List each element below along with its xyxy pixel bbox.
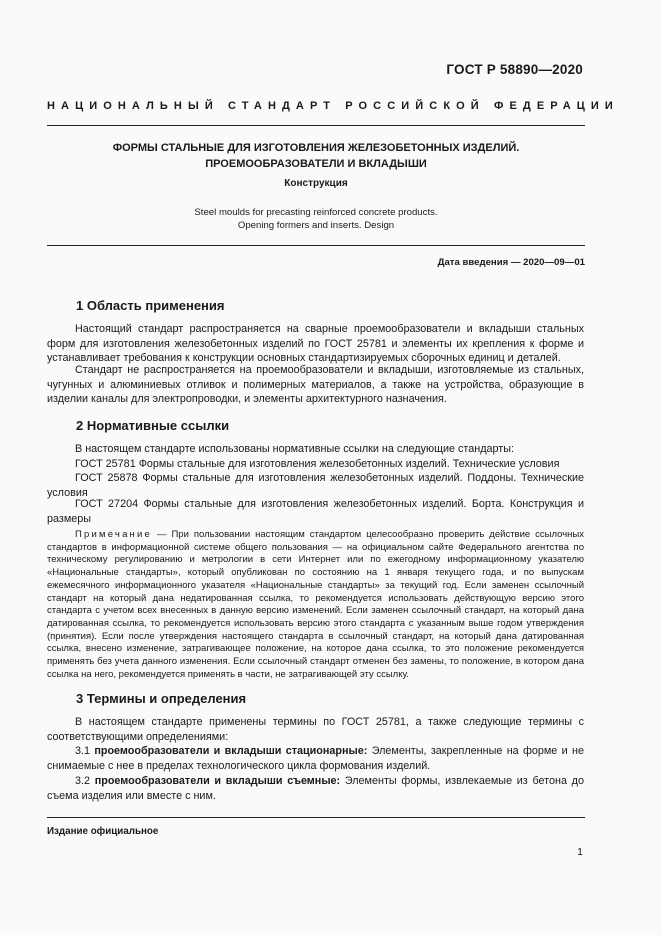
term-3-1-definition: Элементы, закрепленные на форме и не снимаемые с нее в пределах технологического цикла формования изделий. <box>47 745 584 772</box>
page-number: 1 <box>577 846 583 858</box>
section-3-heading: 3 Термины и определения <box>76 691 247 706</box>
term-3-1-term: проемообразователи и вкладыши стационарные: <box>94 745 368 757</box>
official-edition-label: Издание официальное <box>47 826 159 837</box>
introduction-date: Дата введения — 2020—09—01 <box>437 257 585 268</box>
document-title <box>47 140 585 172</box>
gost-code: ГОСТ Р 58890—2020 <box>446 62 583 77</box>
section-2-intro: В настоящем стандарте использованы нормативные ссылки на следующие стандарты: <box>75 443 514 455</box>
note-label: Примечание <box>75 529 152 540</box>
section-2-note <box>47 529 584 681</box>
english-title <box>47 207 585 232</box>
reference-gost-27204: ГОСТ 27204 Формы стальные для изготовления железобетонных изделий. Борта. Конструкция и размеры <box>47 498 584 525</box>
term-3-2-term: проемообразователи и вкладыши съемные: <box>94 775 341 787</box>
section-1-paragraph-1: Настоящий стандарт распространяется на сварные проемообразователи и вкладыши стальных форм для изготовления железобетонных изделий по ГОСТ 25781 и элементы их крепления к форме и устанавливает требования к конструкции основных стандартизируемых сборочных единиц и деталей. <box>47 323 584 365</box>
term-3-2 <box>47 774 584 803</box>
term-3-2-definition: Элементы формы, извлекаемые из бетона до съема изделия или вместе с ним. <box>47 775 584 802</box>
section-1-paragraph-2: Стандарт не распространяется на проемообразователи и вкладыши, изготовляемые из стальных, чугунных и алюминиевых отливок и полимерных материалов, а также на устройства, образующие в изделии каналы для электропроводки, и элементы архитектурного назначения. <box>47 364 584 406</box>
english-title-line-1: Steel moulds for precasting reinforced concrete products. <box>194 207 438 218</box>
divider-top <box>47 125 585 126</box>
section-2-heading: 2 Нормативные ссылки <box>76 418 230 433</box>
note-text: — При пользовании настоящим стандартом целесообразно проверить действие ссылочных стандартов в информационной системе общего пользования — на официальном сайте Федерального агентства по техническому регулированию и метрологии в сети Интернет или по ежегодному информационному указателю «Национальные стандарты», который опубликован по состоянию на 1 января текущего года, и по выпускам ежемесячного информационного указателя «Национальные стандарты» за текущий год. Если заменен ссылочный стандарт на который дана недатированная ссылка, то рекомендуется использовать действующую версию этого стандарта с учетом всех внесенных в данную версию изменений. Если заменен ссылочный стандарт, на который дана датированная ссылка, то рекомендуется использовать версию этого стандарта с указанным выше годом утверждения (принятия). Если после утверждения настоящего стандарта в ссылочный стандарт, на который дана датированная ссылка, внесено изменение, затрагивающее положение, на которое дана ссылка, то это положение рекомендуется применять без учета данного изменения. Если ссылочный стандарт отменен без замены, то положение, в котором дана ссылка на него, рекомендуется применять в части, не затрагивающей эту ссылку. <box>47 529 584 680</box>
divider-bottom <box>47 817 585 818</box>
term-3-2-number: 3.2 <box>75 775 95 787</box>
title-line-1: ФОРМЫ СТАЛЬНЫЕ ДЛЯ ИЗГОТОВЛЕНИЯ ЖЕЛЕЗОБЕТОННЫХ ИЗДЕЛИЙ. <box>112 142 520 154</box>
english-title-line-2: Opening formers and inserts. Design <box>237 219 395 231</box>
national-standard-banner: НАЦИОНАЛЬНЫЙ СТАНДАРТ РОССИЙСКОЙ ФЕДЕРАЦИИ <box>47 100 619 112</box>
reference-gost-25878: ГОСТ 25878 Формы стальные для изготовления железобетонных изделий. Поддоны. Технические условия <box>47 472 584 499</box>
section-1-heading: 1 Область применения <box>76 298 225 313</box>
section-3-intro: В настоящем стандарте применены термины по ГОСТ 25781, а также следующие термины с соответствующими определениями: <box>47 716 584 743</box>
reference-gost-25781: ГОСТ 25781 Формы стальные для изготовления железобетонных изделий. Технические условия <box>75 458 560 470</box>
term-3-1 <box>47 744 584 773</box>
document-subtitle: Конструкция <box>284 178 348 189</box>
divider-middle <box>47 245 585 246</box>
title-line-2: ПРОЕМООБРАЗОВАТЕЛИ И ВКЛАДЫШИ <box>205 158 427 170</box>
term-3-1-number: 3.1 <box>75 745 95 757</box>
